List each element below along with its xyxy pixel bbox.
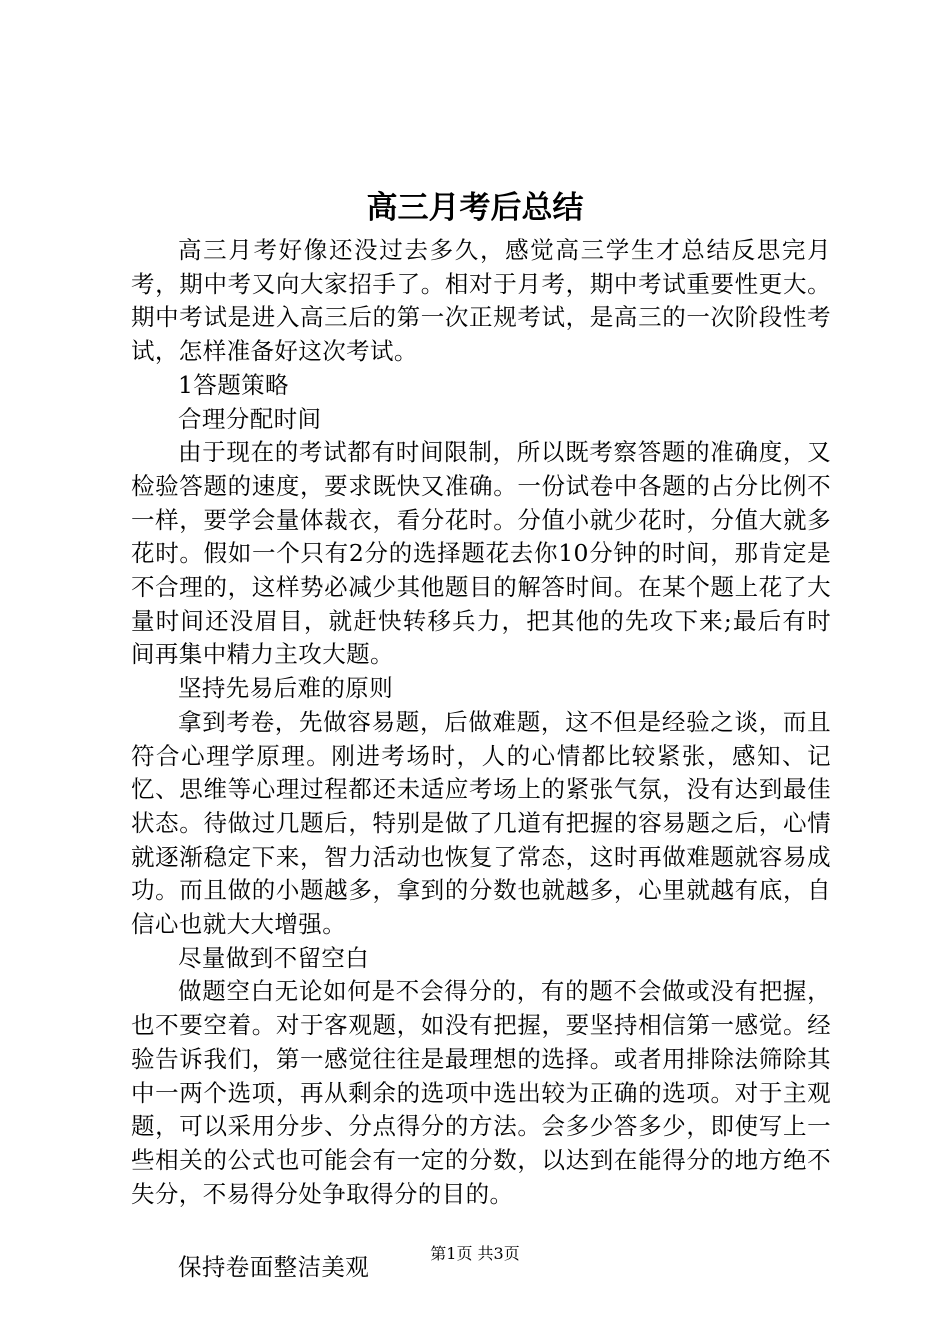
paragraph-easy-first: 拿到考卷，先做容易题，后做难题，这不但是经验之谈，而且符合心理学原理。刚进考场时，人的心情都比较紧张，感知、记忆、思维等心理过程都还未适应考场上的紧张气氛，没有达到最佳状态。待做过几题后，特别是做了几道有把握的容易题之后，心情就逐渐稳定下来，智力活动也恢复了常态，这时再做难题就容易成功。而且做的小题越多，拿到的分数也就越多，心里就越有底，自信心也就大大增强。 bbox=[131, 707, 831, 939]
intro-paragraph: 高三月考好像还没过去多久，感觉高三学生才总结反思完月考，期中考又向大家招手了。相对于月考，期中考试重要性更大。期中考试是进入高三后的第一次正规考试，是高三的一次阶段性考试，怎样准备好这次考试。 bbox=[131, 236, 831, 366]
page-footer: 第1页 共3页 bbox=[430, 1244, 520, 1263]
paragraph-time-allocation: 由于现在的考试都有时间限制，所以既考察答题的准确度，又检验答题的速度，要求既快又准确。一份试卷中各题的占分比例不一样，要学会量体裁衣，看分花时。分值小就少花时，分值大就多花时。假如一个只有2分的选择题花去你10分钟的时间，那肯定是不合理的，这样势必减少其他题目的解答时间。在某个题上花了大量时间还没眉目，就赶快转移兵力，把其他的先攻下来;最后有时间再集中精力主攻大题。 bbox=[131, 438, 831, 669]
section-heading-answer-strategy: 1答题策略 bbox=[178, 370, 289, 399]
document-body bbox=[131, 234, 831, 1285]
subheading-easy-first: 坚持先易后难的原则 bbox=[178, 674, 394, 703]
subheading-time-allocation: 合理分配时间 bbox=[178, 404, 322, 433]
subheading-no-blanks: 尽量做到不留空白 bbox=[178, 943, 370, 972]
document-title: 高三月考后总结 bbox=[366, 190, 584, 226]
subheading-neat-paper: 保持卷面整洁美观 bbox=[178, 1253, 370, 1282]
paragraph-no-blanks: 做题空白无论如何是不会得分的，有的题不会做或没有把握，也不要空着。对于客观题，如没有把握，要坚持相信第一感觉。经验告诉我们，第一感觉往往是最理想的选择。或者用排除法筛除其中一两个选项，再从剩余的选项中选出较为正确的选项。对于主观题，可以采用分步、分点得分的方法。会多少答多少，即使写上一些相关的公式也可能会有一定的分数，以达到在能得分的地方绝不失分，不易得分处争取得分的目的。 bbox=[131, 977, 831, 1208]
